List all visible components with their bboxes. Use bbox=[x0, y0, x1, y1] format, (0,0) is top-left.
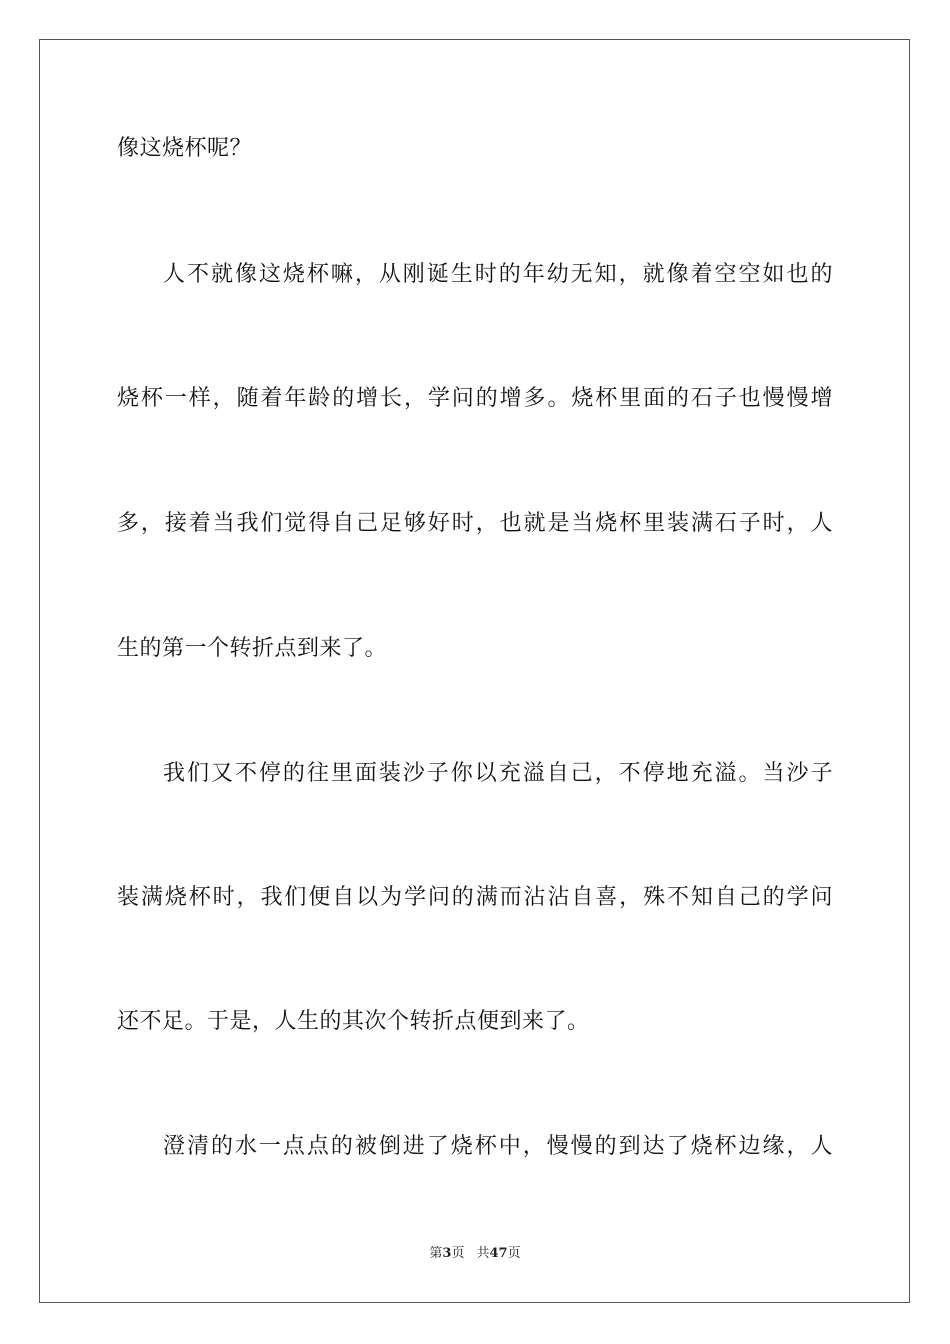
total-pages: 47 bbox=[489, 1246, 508, 1261]
total-suffix: 页 bbox=[507, 1246, 521, 1261]
text-line-4: 多，接着当我们觉得自己足够好时，也就是当烧杯里装满石子时，人 bbox=[117, 511, 833, 536]
text-line-1: 像这烧杯呢？ bbox=[117, 136, 253, 161]
page-footer bbox=[0, 1246, 950, 1262]
text-line-5: 生的第一个转折点到来了。 bbox=[117, 636, 388, 661]
page-border bbox=[39, 39, 910, 1303]
text-line-8: 还不足。于是，人生的其次个转折点便到来了。 bbox=[117, 1009, 590, 1034]
page-suffix: 页 bbox=[451, 1246, 465, 1261]
page-number: 3 bbox=[442, 1246, 452, 1261]
text-line-6: 我们又不停的往里面装沙子你以充溢自己，不停地充溢。当沙子 bbox=[163, 761, 833, 786]
text-line-9: 澄清的水一点点的被倒进了烧杯中，慢慢的到达了烧杯边缘，人 bbox=[163, 1134, 833, 1159]
text-line-3: 烧杯一样，随着年龄的增长，学问的增多。烧杯里面的石子也慢慢增 bbox=[117, 386, 833, 411]
text-line-2: 人不就像这烧杯嘛，从刚诞生时的年幼无知，就像着空空如也的 bbox=[163, 262, 833, 287]
page-prefix: 第 bbox=[429, 1246, 443, 1261]
text-line-7: 装满烧杯时，我们便自以为学问的满而沾沾自喜，殊不知自己的学问 bbox=[117, 885, 833, 910]
total-prefix: 共 bbox=[476, 1246, 490, 1261]
